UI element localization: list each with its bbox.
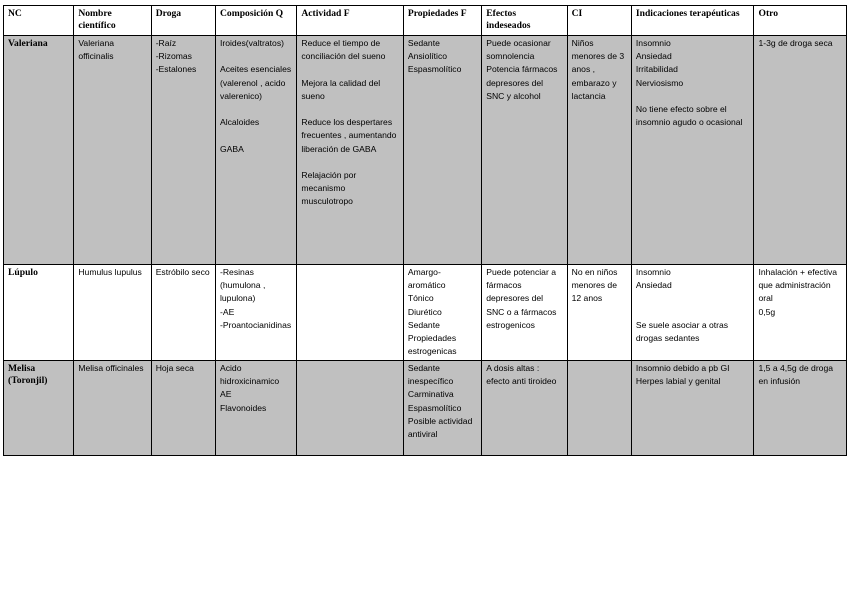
cell-indicaciones [631, 361, 754, 456]
cell-nombre [74, 36, 151, 265]
cell-efectos [482, 265, 567, 361]
cell-indicaciones [631, 36, 754, 265]
table-row-valeriana [4, 36, 847, 265]
cell-text: Valeriana officinalis [78, 38, 114, 62]
cell-text: Humulus lupulus [78, 267, 142, 277]
cell-text: Insomnio debido a pb GI Herpes labial y genital [635, 363, 730, 387]
cell-efectos [482, 36, 567, 265]
cell-text: -Raíz -Rizomas -Estalones [155, 38, 197, 75]
cell-composicion [215, 361, 296, 456]
header-cell-otro: Otro [754, 6, 847, 36]
cell-text: Insomnio Ansiedad Se suele asociar a otras drogas sedantes [635, 267, 729, 344]
header-cell-nombre-cientifico: Nombre científico [74, 6, 151, 36]
header-cell-composicion: Composición Q [215, 6, 296, 36]
cell-propiedades [403, 265, 481, 361]
cell-text: Valeriana [8, 38, 48, 49]
cell-propiedades [403, 36, 481, 265]
cell-text: Niños menores de 3 anos , embarazo y lactancia [571, 38, 625, 101]
cell-text: -Resinas (humulona , lupulona) -AE -Proantocianidinas [219, 267, 292, 330]
cell-otro [754, 361, 847, 456]
cell-nombre [74, 265, 151, 361]
cell-text: No en niños menores de 12 anos [571, 267, 618, 304]
cell-efectos [482, 361, 567, 456]
header-cell-ci: CI [567, 6, 631, 36]
cell-otro [754, 36, 847, 265]
cell-actividad [297, 265, 404, 361]
header-cell-propiedades: Propiedades F [403, 6, 481, 36]
cell-droga [151, 265, 215, 361]
cell-text: Estróbilo seco [155, 267, 210, 277]
cell-ci [567, 36, 631, 265]
cell-composicion [215, 265, 296, 361]
table-row-melisa [4, 361, 847, 456]
header-cell-actividad: Actividad F [297, 6, 404, 36]
cell-text: Lúpulo [8, 267, 38, 278]
header-cell-efectos: Efectos indeseados [482, 6, 567, 36]
herbs-table [3, 5, 847, 456]
header-cell-nc: NC [4, 6, 74, 36]
cell-ci [567, 265, 631, 361]
cell-actividad [297, 36, 404, 265]
cell-actividad [297, 361, 404, 456]
cell-text: Reduce el tiempo de conciliación del sueno Mejora la calidad del sueno Reduce los despertares frecuentes , aumentando liberación de GABA Relajación por mecanismo musculotropo [301, 38, 397, 207]
cell-text: Amargo-aromático Tónico Diurético Sedante Propiedades estrogenicas [407, 267, 457, 357]
cell-text: Iroides(valtratos) Aceites esenciales (valerenol , acido valerenico) Alcaloides GABA [219, 38, 292, 154]
header-row [4, 6, 847, 36]
cell-text: Inhalación + efectiva que administración oral 0,5g [758, 267, 838, 317]
cell-text: Insomnio Ansiedad Irritabilidad Nerviosismo No tiene efecto sobre el insomnio agudo o ocasional [635, 38, 743, 128]
cell-propiedades [403, 361, 481, 456]
cell-nombre [74, 361, 151, 456]
cell-text: A dosis altas : efecto anti tiroideo [486, 363, 557, 387]
table-row-lupulo [4, 265, 847, 361]
header-cell-droga: Droga [151, 6, 215, 36]
cell-text: Melisa officinales [78, 363, 144, 373]
cell-text: 1-3g de droga seca [758, 38, 833, 48]
cell-indicaciones [631, 265, 754, 361]
header-cell-indicaciones: Indicaciones terapéuticas [631, 6, 754, 36]
cell-text: Puede potenciar a fármacos depresores del SNC o a fármacos estrogenicos [486, 267, 557, 330]
cell-droga [151, 36, 215, 265]
cell-text: 1,5 a 4,5g de droga en infusión [758, 363, 834, 387]
cell-text: Puede ocasionar somnolencia Potencia fármacos depresores del SNC y alcohol [486, 38, 558, 101]
cell-nc [4, 265, 74, 361]
cell-text: Acido hidroxicinamico AE Flavonoides [219, 363, 280, 413]
cell-text: Melisa (Toronjil) [8, 363, 48, 386]
cell-text: Hoja seca [155, 363, 194, 373]
cell-composicion [215, 36, 296, 265]
cell-ci [567, 361, 631, 456]
cell-droga [151, 361, 215, 456]
cell-nc [4, 361, 74, 456]
cell-text: Sedante Ansiolítico Espasmolítico [407, 38, 462, 75]
cell-otro [754, 265, 847, 361]
cell-text: Sedante inespecífico Carminativa Espasmolítico Posible actividad antiviral [407, 363, 473, 440]
cell-nc [4, 36, 74, 265]
